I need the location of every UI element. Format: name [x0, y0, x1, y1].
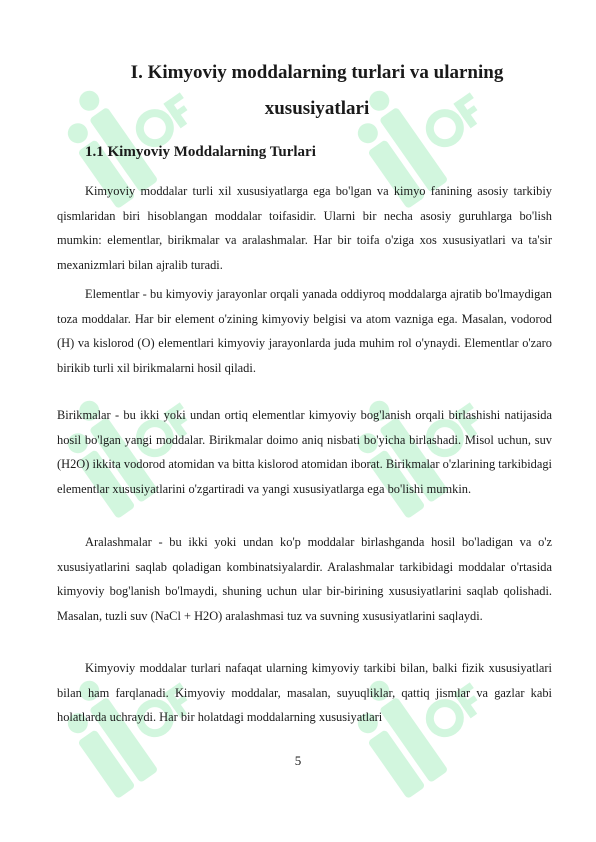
title-line-1: I. Kimyoviy moddalarning turlari va ularning: [130, 62, 504, 83]
paragraph-3: Birikmalar - bu ikki yoki undan ortiq elementlar kimyoviy bog'lanish orqali birlashishi natijasida hosil bo'lgan yangi moddalar. Birikmalar doimo aniq nisbati bo'yicha birlashadi. Misol uchun, suv (H2O) ikkita vodorod atomidan va bitta kislorod atomidan iborat. Birikmalar o'zlarining tarkibidagi elementlar xususiyatlarini o'zgartiradi va yangi xususiyatlarga ega bo'lishi mumkin.: [57, 408, 552, 496]
paragraph-5: Kimyoviy moddalar turlari nafaqat ularning kimyoviy tarkibi bilan, balki fizik xususiyatlari bilan ham farqlanadi. Kimyoviy moddalar, masalan, suyuqliklar, qattiq jismlar va gazlar kabi holatlarda uchraydi. Har bir holatdagi moddalarning xususiyatlari: [57, 661, 552, 724]
title-line-2: xususiyatlari: [264, 98, 370, 119]
paragraph-4: Aralashmalar - bu ikki yoki undan ko'p moddalar birlashganda hosil bo'ladigan va o'z xususiyatlarini saqlab qoladigan kombinatsiyalardir. Aralashmalar tarkibidagi moddalar o'rtasida kimyoviy bog'lanish bo'lmaydi, shuning uchun ular bir-birining xususiyatlarini saqlab qolishadi. Masalan, tuzli suv (NaCl + H2O) aralashmasi tuz va suvning xususiyatlarini saqlaydi.: [57, 535, 552, 623]
paragraph-1: Kimyoviy moddalar turli xil xususiyatlarga ega bo'lgan va kimyo fanining asosiy tarkibiy qismlaridan biri hisoblangan moddalar toifasidir. Ularni bir necha asosiy guruhlarga bo'lish mumkin: elementlar, birikmalar va aralashmalar. Har bir toifa o'ziga xos xususiyatlari va ta'sir mexanizmlari bilan ajralib turadi.: [57, 184, 552, 272]
paragraph-2: Elementlar - bu kimyoviy jarayonlar orqali yanada oddiyroq moddalarga ajratib bo'lmaydigan toza moddalar. Har bir element o'zining kimyoviy belgisi va atom vazniga ega. Masalan, vodorod (H) va kislorod (O) elementlari kimyoviy jarayonlarda juda muhim rol o'ynaydi. Elementlar o'zaro birikib turli xil birikmalarni hosil qiladi.: [57, 287, 552, 375]
page-number: 5: [294, 753, 302, 768]
document-title: [117, 55, 517, 127]
section-heading: 1.1 Kimyoviy Moddalarning Turlari: [85, 144, 316, 160]
